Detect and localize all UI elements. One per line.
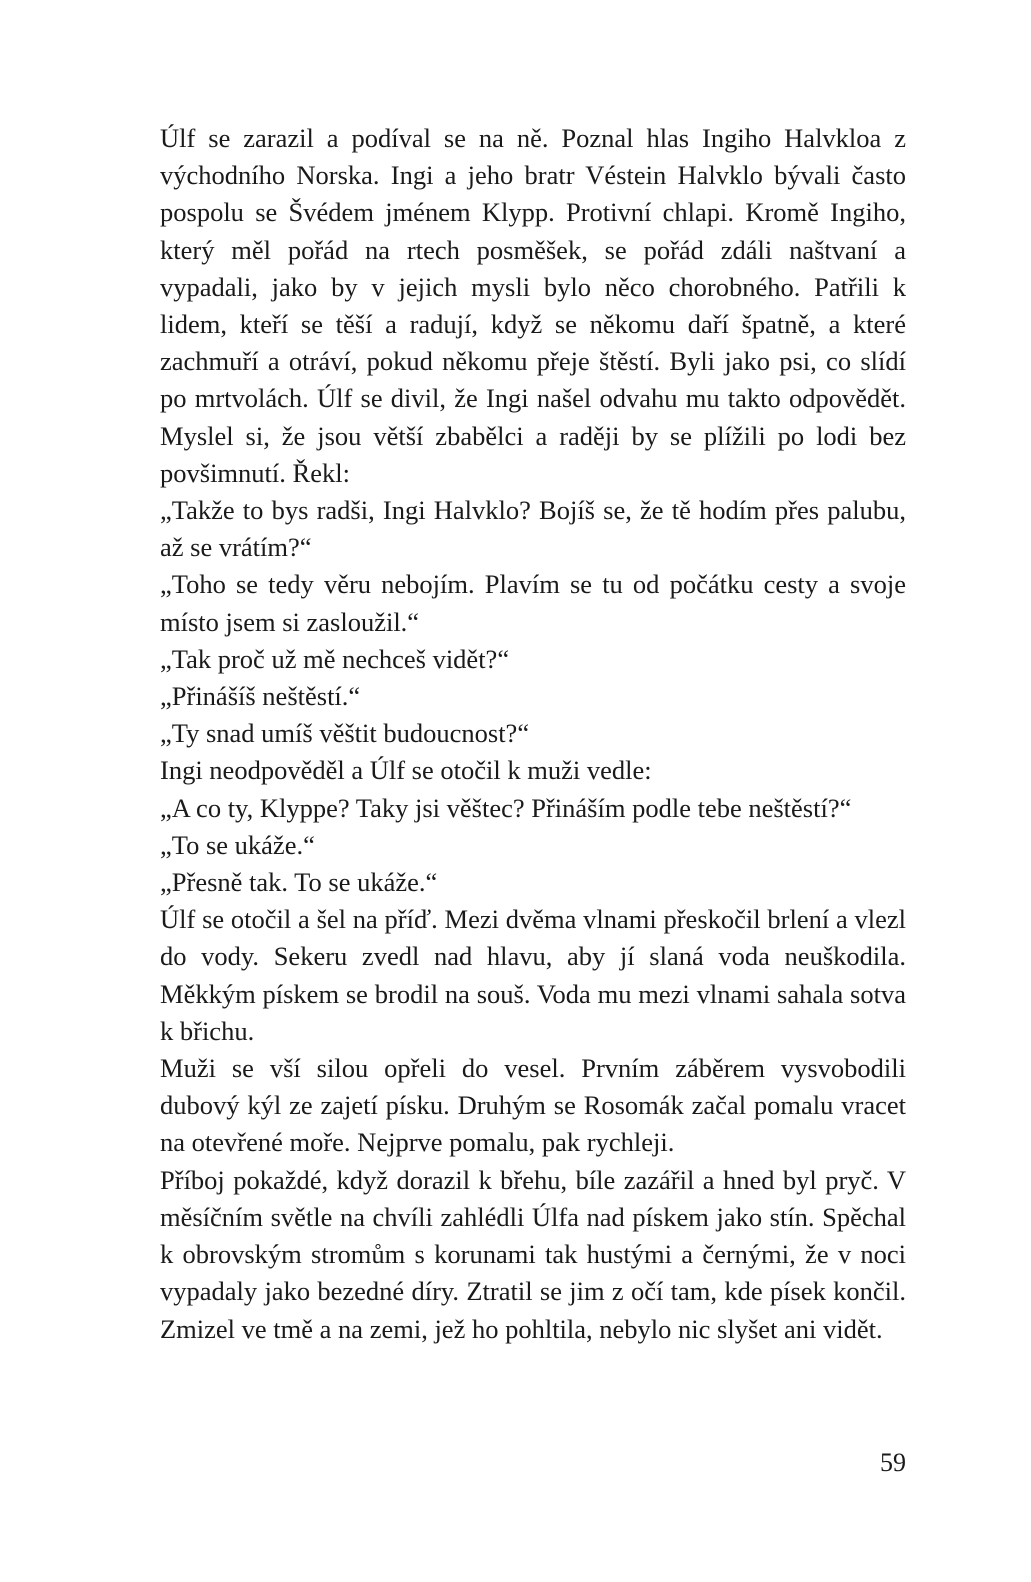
paragraph: Úlf se zarazil a podíval se na ně. Poznal hlas Ingiho Halvkloa z východního Norska. Ingi a jeho bratr Véstein Halvklo bývali často pospolu se Švédem jménem Klypp. Protivní chlapi. Kromě Ingiho, který měl pořád na rtech posměšek, se pořád zdáli naštvaní a vypadali, jako by v jejich mysli bylo něco chorobného. Patřili k lidem, kteří se těší a radují, když se někomu daří špatně, a které zachmuří a otráví, pokud někomu přeje štěstí. Byli jako psi, co slídí po mrtvolách. Úlf se divil, že Ingi našel odvahu mu takto odpovědět. Myslel si, že jsou větší zbabělci a raději by se plížili po lodi bez povšimnutí. Řekl: [160, 123, 906, 488]
paragraph: „To se ukáže.“ [160, 829, 315, 860]
paragraph: Muži se vší silou opřeli do vesel. Prvním záběrem vysvobodili dubový kýl ze zajetí písku. Druhým se Rosomák začal pomalu vracet na otevřené moře. Nejprve pomalu, pak rychleji. [160, 1053, 906, 1158]
paragraph: „Přinášíš neštěstí.“ [160, 681, 361, 712]
paragraph: „A co ty, Klyppe? Taky jsi věštec? Přináším podle tebe neštěstí?“ [160, 792, 852, 823]
paragraph: „Ty snad umíš věštit budoucnost?“ [160, 718, 530, 749]
paragraph: „Toho se tedy věru nebojím. Plavím se tu od počátku cesty a svoje místo jsem si zasloužil.“ [160, 569, 906, 637]
paragraph: „Přesně tak. To se ukáže.“ [160, 867, 438, 898]
paragraph: Příboj pokaždé, když dorazil k břehu, bíle zazářil a hned byl pryč. V měsíčním světle na chvíli zahlédli Úlfa nad pískem jako stín. Spěchal k obrovským stromům s korunami tak hustými a černými, že v noci vypadaly jako bezedné díry. Ztratil se jim z očí tam, kde písek končil. Zmizel ve tmě a na zemi, jež ho pohltila, nebylo nic slyšet ani vidět. [160, 1164, 906, 1344]
paragraph: Ingi neodpověděl a Úlf se otočil k muži vedle: [160, 755, 652, 786]
page-body [160, 120, 906, 1348]
paragraph: Úlf se otočil a šel na příď. Mezi dvěma vlnami přeskočil brlení a vlezl do vody. Sekeru zvedl nad hlavu, aby jí slaná voda neuškodila. Měkkým pískem se brodil na souš. Voda mu mezi vlnami sahala sotva k břichu. [160, 904, 906, 1046]
paragraph: „Tak proč už mě nechceš vidět?“ [160, 643, 510, 674]
paragraph: „Takže to bys radši, Ingi Halvklo? Bojíš se, že tě hodím přes palubu, až se vrátím?“ [160, 495, 906, 563]
page-number: 59 [880, 1448, 906, 1477]
